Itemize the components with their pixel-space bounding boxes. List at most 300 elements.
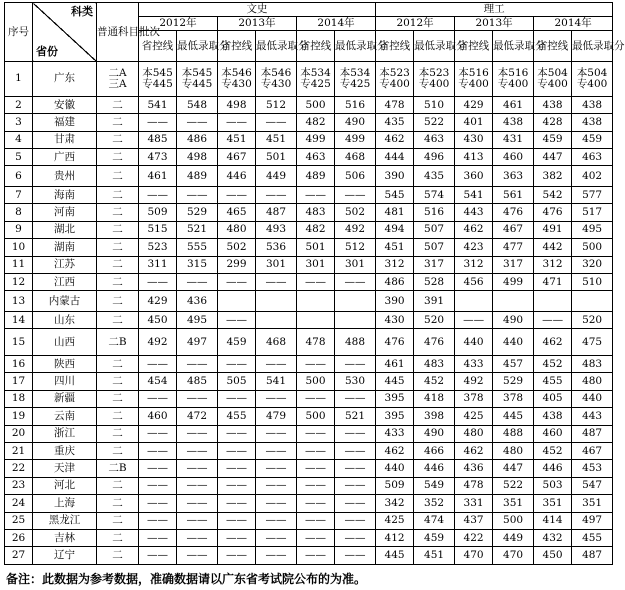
- score-cell: 445: [376, 547, 414, 565]
- score-cell: ——: [139, 114, 177, 131]
- score-cell: ——: [335, 529, 376, 546]
- score-cell: 301: [335, 256, 376, 273]
- score-cell: 530: [335, 373, 376, 390]
- score-cell: [455, 291, 493, 311]
- score-cell: ——: [297, 273, 335, 290]
- province-name: 山西: [33, 329, 97, 356]
- score-cell: 522: [414, 114, 455, 131]
- score-cell: 499: [297, 131, 335, 148]
- score-cell: 本516 专400: [493, 62, 534, 97]
- score-cell: 494: [376, 221, 414, 238]
- table-row: [5, 256, 613, 273]
- batch-cell: 二: [97, 96, 139, 113]
- score-cell: 485: [177, 373, 218, 390]
- score-cell: 429: [455, 96, 493, 113]
- score-cell: 512: [335, 239, 376, 256]
- score-cell: ——: [256, 186, 297, 203]
- score-cell: ——: [139, 355, 177, 372]
- header-seq: 序号: [5, 3, 33, 62]
- score-cell: 542: [534, 186, 572, 203]
- score-cell: 451: [256, 131, 297, 148]
- score-cell: 491: [534, 221, 572, 238]
- score-cell: 555: [177, 239, 218, 256]
- batch-cell: 二: [97, 477, 139, 494]
- batch-cell: 二: [97, 221, 139, 238]
- score-cell: 390: [376, 166, 414, 186]
- table-row: [5, 96, 613, 113]
- batch-cell: 二B: [97, 329, 139, 356]
- score-cell: 440: [572, 390, 613, 407]
- score-cell: 447: [534, 149, 572, 166]
- header-year: 2013年: [455, 17, 534, 31]
- score-cell: 449: [493, 529, 534, 546]
- score-cell: 446: [534, 460, 572, 477]
- score-cell: [256, 311, 297, 328]
- score-cell: ——: [139, 442, 177, 459]
- header-subject-type: 科类: [71, 5, 93, 18]
- score-cell: 489: [297, 166, 335, 186]
- score-cell: 521: [335, 408, 376, 425]
- score-cell: 395: [376, 408, 414, 425]
- score-cell: 468: [256, 329, 297, 356]
- score-cell: 462: [455, 221, 493, 238]
- row-number: 6: [5, 166, 33, 186]
- score-cell: ——: [335, 186, 376, 203]
- row-number: 27: [5, 547, 33, 565]
- score-cell: ——: [335, 425, 376, 442]
- score-cell: 541: [455, 186, 493, 203]
- score-cell: ——: [139, 273, 177, 290]
- score-cell: 561: [493, 186, 534, 203]
- score-cell: 435: [376, 114, 414, 131]
- score-cell: 486: [376, 273, 414, 290]
- table-row: [5, 329, 613, 356]
- score-cell: 450: [534, 547, 572, 565]
- table-body: [5, 62, 613, 565]
- score-cell: 477: [493, 239, 534, 256]
- score-cell: ——: [218, 442, 256, 459]
- score-cell: 489: [177, 166, 218, 186]
- score-cell: 487: [572, 547, 613, 565]
- score-cell: ——: [218, 114, 256, 131]
- row-number: 1: [5, 62, 33, 97]
- header-min-score: 最低录取分: [493, 31, 534, 62]
- score-cell: 467: [572, 442, 613, 459]
- row-number: 22: [5, 460, 33, 477]
- score-cell: ——: [256, 390, 297, 407]
- header-year: 2013年: [218, 17, 297, 31]
- score-cell: 490: [493, 311, 534, 328]
- province-name: 甘肃: [33, 131, 97, 148]
- province-name: 内蒙古: [33, 291, 97, 311]
- score-cell: 510: [572, 273, 613, 290]
- row-number: 12: [5, 273, 33, 290]
- score-cell: [335, 291, 376, 311]
- score-cell: ——: [335, 273, 376, 290]
- score-cell: 351: [534, 495, 572, 512]
- score-cell: 512: [256, 96, 297, 113]
- batch-cell: 二: [97, 425, 139, 442]
- score-cell: 本545 专445: [177, 62, 218, 97]
- batch-cell: 二: [97, 529, 139, 546]
- score-cell: 462: [376, 131, 414, 148]
- score-cell: [297, 291, 335, 311]
- score-cell: 459: [414, 529, 455, 546]
- score-cell: 476: [493, 204, 534, 221]
- score-cell: 488: [493, 425, 534, 442]
- header-min-score: 最低录取分: [335, 31, 376, 62]
- score-cell: 405: [534, 390, 572, 407]
- score-cell: ——: [218, 311, 256, 328]
- header-control-line: 省控线: [139, 31, 177, 62]
- batch-cell: 二: [97, 291, 139, 311]
- province-name: 湖北: [33, 221, 97, 238]
- score-cell: 425: [376, 512, 414, 529]
- score-cell: ——: [256, 273, 297, 290]
- score-cell: ——: [256, 355, 297, 372]
- score-cell: 497: [572, 512, 613, 529]
- score-cell: ——: [218, 477, 256, 494]
- score-cell: 451: [218, 131, 256, 148]
- batch-cell: 二A 三A: [97, 62, 139, 97]
- score-cell: 450: [139, 311, 177, 328]
- province-name: 广西: [33, 149, 97, 166]
- score-cell: ——: [177, 355, 218, 372]
- score-cell: 360: [455, 166, 493, 186]
- province-name: 河北: [33, 477, 97, 494]
- batch-cell: 二: [97, 547, 139, 565]
- table-row: [5, 547, 613, 565]
- score-cell: 342: [376, 495, 414, 512]
- score-cell: ——: [256, 442, 297, 459]
- table-row: [5, 186, 613, 203]
- batch-cell: 二: [97, 273, 139, 290]
- table-row: [5, 131, 613, 148]
- score-cell: 520: [572, 311, 613, 328]
- score-cell: 378: [455, 390, 493, 407]
- province-name: 广东: [33, 62, 97, 97]
- score-cell: 331: [455, 495, 493, 512]
- table-row: [5, 373, 613, 390]
- score-cell: 487: [256, 204, 297, 221]
- score-cell: ——: [177, 495, 218, 512]
- table-row: [5, 390, 613, 407]
- score-cell: 467: [218, 149, 256, 166]
- batch-cell: 二: [97, 149, 139, 166]
- score-cell: ——: [256, 460, 297, 477]
- score-cell: 本504 专400: [534, 62, 572, 97]
- score-cell: 503: [534, 477, 572, 494]
- score-cell: 461: [493, 96, 534, 113]
- table-header: [5, 3, 625, 62]
- score-cell: ——: [335, 477, 376, 494]
- score-cell: 478: [455, 477, 493, 494]
- table-row: [5, 442, 613, 459]
- score-cell: ——: [297, 529, 335, 546]
- score-cell: ——: [335, 355, 376, 372]
- row-number: 5: [5, 149, 33, 166]
- score-cell: ——: [218, 460, 256, 477]
- province-name: 四川: [33, 373, 97, 390]
- score-cell: 549: [414, 477, 455, 494]
- score-cell: 425: [455, 408, 493, 425]
- score-cell: 459: [534, 131, 572, 148]
- row-number: 24: [5, 495, 33, 512]
- score-cell: 480: [572, 373, 613, 390]
- score-cell: 456: [455, 273, 493, 290]
- batch-cell: 二: [97, 390, 139, 407]
- header-control-line: 省控线: [218, 31, 256, 62]
- score-cell: ——: [297, 547, 335, 565]
- batch-cell: 二: [97, 408, 139, 425]
- score-cell: 473: [139, 149, 177, 166]
- row-number: 20: [5, 425, 33, 442]
- score-cell: 452: [414, 373, 455, 390]
- score-cell: 本546 专430: [256, 62, 297, 97]
- footnote: 备注：此数据为参考数据，准确数据请以广东省考试院公布的为准。: [6, 572, 367, 586]
- score-cell: ——: [256, 114, 297, 131]
- table-row: [5, 273, 613, 290]
- score-cell: ——: [297, 460, 335, 477]
- score-cell: 468: [335, 149, 376, 166]
- score-cell: 507: [414, 239, 455, 256]
- score-cell: ——: [218, 390, 256, 407]
- score-cell: 422: [455, 529, 493, 546]
- score-cell: ——: [177, 547, 218, 565]
- score-cell: 521: [177, 221, 218, 238]
- score-cell: ——: [177, 512, 218, 529]
- table-row: [5, 149, 613, 166]
- score-cell: 480: [493, 442, 534, 459]
- score-cell: 454: [139, 373, 177, 390]
- score-cell: 413: [455, 149, 493, 166]
- province-name: 河南: [33, 204, 97, 221]
- score-cell: 465: [218, 204, 256, 221]
- batch-cell: 二: [97, 166, 139, 186]
- score-cell: 460: [493, 149, 534, 166]
- score-cell: ——: [256, 477, 297, 494]
- score-cell: 482: [297, 221, 335, 238]
- batch-cell: 二: [97, 114, 139, 131]
- score-cell: 502: [335, 204, 376, 221]
- score-cell: 536: [256, 239, 297, 256]
- score-cell: ——: [335, 390, 376, 407]
- score-cell: 462: [534, 329, 572, 356]
- batch-cell: 二: [97, 256, 139, 273]
- score-cell: 395: [376, 390, 414, 407]
- row-number: 3: [5, 114, 33, 131]
- score-cell: 301: [256, 256, 297, 273]
- score-cell: ——: [139, 547, 177, 565]
- batch-cell: 二: [97, 355, 139, 372]
- table-row: [5, 62, 613, 97]
- score-cell: 488: [335, 329, 376, 356]
- score-cell: 528: [414, 273, 455, 290]
- score-cell: 547: [572, 477, 613, 494]
- score-cell: 515: [139, 221, 177, 238]
- score-cell: 541: [139, 96, 177, 113]
- admission-score-table: [4, 2, 625, 565]
- score-cell: 487: [572, 425, 613, 442]
- score-cell: 312: [376, 256, 414, 273]
- province-name: 吉林: [33, 529, 97, 546]
- score-cell: ——: [297, 186, 335, 203]
- score-cell: 482: [297, 114, 335, 131]
- province-name: 辽宁: [33, 547, 97, 565]
- score-cell: ——: [177, 273, 218, 290]
- province-name: 江西: [33, 273, 97, 290]
- score-cell: 412: [376, 529, 414, 546]
- score-cell: 391: [414, 291, 455, 311]
- score-cell: ——: [297, 425, 335, 442]
- header-min-score: 最低录取分: [572, 31, 613, 62]
- score-cell: ——: [139, 477, 177, 494]
- score-cell: 451: [376, 239, 414, 256]
- score-cell: 478: [297, 329, 335, 356]
- score-cell: ——: [297, 477, 335, 494]
- score-cell: 499: [335, 131, 376, 148]
- score-cell: 315: [177, 256, 218, 273]
- score-cell: 432: [534, 529, 572, 546]
- score-cell: 480: [218, 221, 256, 238]
- header-min-score: 最低录取分: [177, 31, 218, 62]
- score-cell: 574: [414, 186, 455, 203]
- batch-cell: 二: [97, 186, 139, 203]
- score-cell: 529: [177, 204, 218, 221]
- score-cell: 431: [493, 131, 534, 148]
- score-cell: 451: [414, 547, 455, 565]
- score-cell: 548: [177, 96, 218, 113]
- score-cell: 本523 专400: [414, 62, 455, 97]
- row-number: 15: [5, 329, 33, 356]
- batch-cell: 二: [97, 512, 139, 529]
- score-cell: 436: [455, 460, 493, 477]
- table-row: [5, 425, 613, 442]
- score-cell: 470: [493, 547, 534, 565]
- score-cell: 438: [572, 96, 613, 113]
- province-name: 黑龙江: [33, 512, 97, 529]
- score-cell: 463: [414, 131, 455, 148]
- score-cell: 500: [572, 239, 613, 256]
- score-cell: 476: [376, 329, 414, 356]
- batch-cell: 二: [97, 495, 139, 512]
- score-cell: 455: [218, 408, 256, 425]
- score-cell: 480: [455, 425, 493, 442]
- score-cell: ——: [335, 442, 376, 459]
- table-row: [5, 221, 613, 238]
- score-cell: 522: [493, 477, 534, 494]
- score-cell: 442: [534, 239, 572, 256]
- score-cell: 447: [493, 460, 534, 477]
- score-cell: 402: [572, 166, 613, 186]
- province-name: 天津: [33, 460, 97, 477]
- score-cell: 351: [572, 495, 613, 512]
- score-cell: 437: [455, 512, 493, 529]
- score-cell: 445: [493, 408, 534, 425]
- score-cell: 471: [534, 273, 572, 290]
- score-cell: 390: [376, 291, 414, 311]
- score-cell: 490: [414, 425, 455, 442]
- score-cell: ——: [177, 186, 218, 203]
- score-cell: 438: [572, 114, 613, 131]
- table-row: [5, 166, 613, 186]
- score-cell: ——: [335, 547, 376, 565]
- score-cell: 476: [414, 329, 455, 356]
- score-cell: 433: [376, 425, 414, 442]
- score-cell: 430: [455, 131, 493, 148]
- score-cell: 433: [455, 355, 493, 372]
- header-batch: 普通科目批次: [97, 3, 139, 62]
- score-cell: 418: [414, 390, 455, 407]
- score-cell: 446: [414, 460, 455, 477]
- header-ligong: 理工: [376, 3, 613, 17]
- score-cell: ——: [534, 311, 572, 328]
- score-cell: ——: [335, 460, 376, 477]
- score-cell: 501: [297, 239, 335, 256]
- header-year: 2014年: [534, 17, 613, 31]
- score-cell: 485: [139, 131, 177, 148]
- score-cell: 461: [139, 166, 177, 186]
- score-cell: 492: [335, 221, 376, 238]
- score-cell: 311: [139, 256, 177, 273]
- score-cell: 299: [218, 256, 256, 273]
- score-cell: 445: [376, 373, 414, 390]
- score-cell: ——: [139, 529, 177, 546]
- score-cell: ——: [297, 442, 335, 459]
- score-cell: 455: [534, 373, 572, 390]
- score-cell: 459: [218, 329, 256, 356]
- score-cell: [297, 311, 335, 328]
- score-cell: 本504 专400: [572, 62, 613, 97]
- score-cell: 438: [534, 408, 572, 425]
- score-cell: ——: [256, 495, 297, 512]
- header-province: 省份: [36, 45, 58, 58]
- score-cell: ——: [177, 114, 218, 131]
- province-name: 重庆: [33, 442, 97, 459]
- score-cell: 479: [256, 408, 297, 425]
- score-cell: ——: [256, 425, 297, 442]
- score-cell: 438: [493, 114, 534, 131]
- score-cell: 452: [534, 355, 572, 372]
- score-cell: 498: [177, 149, 218, 166]
- score-cell: 495: [177, 311, 218, 328]
- score-cell: 301: [297, 256, 335, 273]
- score-cell: 378: [493, 390, 534, 407]
- score-cell: 443: [572, 408, 613, 425]
- header-diagonal: [33, 3, 97, 62]
- province-name: 山东: [33, 311, 97, 328]
- score-cell: 453: [572, 460, 613, 477]
- score-cell: 463: [572, 149, 613, 166]
- score-cell: 312: [455, 256, 493, 273]
- score-cell: 495: [572, 221, 613, 238]
- header-year: 2012年: [376, 17, 455, 31]
- score-cell: ——: [139, 186, 177, 203]
- row-number: 18: [5, 390, 33, 407]
- score-cell: ——: [218, 273, 256, 290]
- score-cell: 423: [455, 239, 493, 256]
- province-name: 陕西: [33, 355, 97, 372]
- table-row: [5, 495, 613, 512]
- score-cell: 483: [297, 204, 335, 221]
- score-cell: ——: [139, 512, 177, 529]
- score-cell: 545: [376, 186, 414, 203]
- province-name: 新疆: [33, 390, 97, 407]
- score-cell: 483: [572, 355, 613, 372]
- score-cell: ——: [335, 495, 376, 512]
- score-cell: 467: [493, 221, 534, 238]
- score-cell: 476: [534, 204, 572, 221]
